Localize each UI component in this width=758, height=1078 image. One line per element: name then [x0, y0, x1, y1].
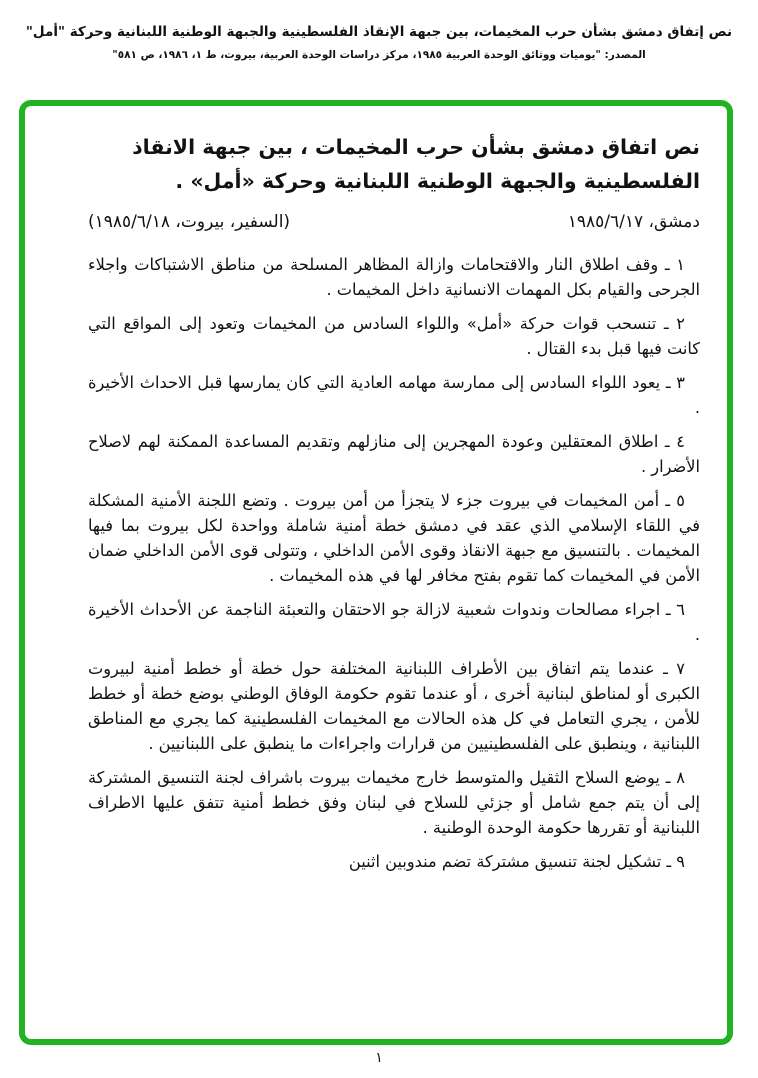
agreement-clauses [88, 252, 700, 874]
clause-6: ٦ ـ اجراء مصالحات وندوات شعبية لازالة جو الاحتقان والتعبئة الناجمة عن الأحداث الأخيرة . [88, 600, 700, 644]
clause-5: ٥ ـ أمن المخيمات في بيروت جزء لا يتجزأ من أمن بيروت . وتضع اللجنة الأمنية المشكلة في اللقاء الإسلامي الذي عقد في دمشق خطة أمنية شاملة وواحدة لكل بيروت بما فيها المخيمات . بالتنسيق مع جبهة الانقاذ وقوى الأمن الداخلي ، وتتولى قوى الأمن الداخلي ضمان الأمن في المخيمات كما تقوم بفتح مخافر لها في هذه المخيمات . [88, 491, 700, 585]
clause-3: ٣ ـ يعود اللواء السادس إلى ممارسة مهامه العادية التي كان يمارسها قبل الاحداث الأخيرة . [88, 373, 700, 417]
dateline [88, 212, 700, 232]
header-source-citation: المصدر: "يوميات ووثائق الوحدة العربية ١٩٨٥، مركز دراسات الوحدة العربية، بيروت، ط ١، ١٩٨٦، ص ٥٨١" [112, 49, 646, 61]
dateline-newspaper-source: (السفير، بيروت، ١٩٨٥/٦/١٨) [88, 212, 291, 232]
document-body [88, 130, 700, 874]
dateline-place-date: دمشق، ١٩٨٥/٦/١٧ [567, 212, 700, 232]
page-header [20, 22, 738, 63]
page-number: ١ [375, 1050, 383, 1066]
document-title: نص اتفاق دمشق بشأن حرب المخيمات ، بين جبهة الانقاذ الفلسطينية والجبهة الوطنية اللبنانية وحركة «أمل» . [132, 135, 700, 193]
clause-8: ٨ ـ يوضع السلاح الثقيل والمتوسط خارج مخيمات بيروت باشراف لجنة التنسيق المشتركة إلى أن يتم جمع شامل أو جزئي للسلاح في لبنان وفق خطط أمنية تتفق عليها الاطراف اللبنانية أو تقررها حكومة الوحدة الوطنية . [88, 768, 700, 837]
document-frame [19, 100, 733, 1045]
header-title: نص إتفاق دمشق بشأن حرب المخيمات، بين جبهة الإنقاذ الفلسطينية والجبهة الوطنية اللبنانية وحركة "أمل" [25, 24, 733, 40]
clause-4: ٤ ـ اطلاق المعتقلين وعودة المهجرين إلى منازلهم وتقديم المساعدة الممكنة لهم لاصلاح الأضرار . [88, 432, 700, 476]
clause-9: ٩ ـ تشكيل لجنة تنسيق مشتركة تضم مندوبين اثنين [348, 852, 685, 871]
clause-7: ٧ ـ عندما يتم اتفاق بين الأطراف اللبنانية المختلفة حول خطة أو خطط أمنية لبيروت الكبرى أو لمناطق لبنانية أخرى ، أو عندما تقوم حكومة الوفاق الوطني بوضع خطة أو خطط للأمن ، يجري التعامل في كل هذه الحالات مع المخيمات الفلسطينية كما يجري مع المناطق اللبنانية ، وينطبق على الفلسطينيين من قرارات واجراءات ما ينطبق على اللبنانيين . [88, 659, 700, 753]
clause-2: ٢ ـ تنسحب قوات حركة «أمل» واللواء السادس من المخيمات وتعود إلى المواقع التي كانت فيها قبل بدء القتال . [88, 314, 700, 358]
clause-1: ١ ـ وقف اطلاق النار والاقتحامات وازالة المظاهر المسلحة من مناطق الاشتباكات واجلاء الجرحى والقيام بكل المهمات الانسانية داخل المخيمات . [88, 255, 700, 299]
